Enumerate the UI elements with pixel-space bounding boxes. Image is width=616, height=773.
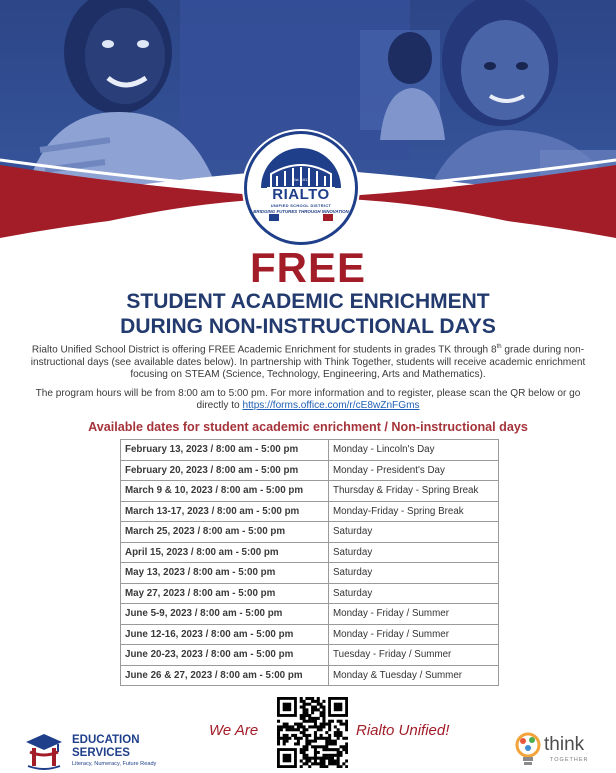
title-line-1: STUDENT ACADEMIC ENRICHMENT: [126, 290, 490, 313]
date-cell: [121, 604, 329, 625]
date-cell: [121, 460, 329, 481]
graduation-cap-icon: [22, 728, 66, 772]
table-row: [121, 624, 499, 645]
date-text: March 9 & 10, 2023: [125, 485, 213, 497]
date-text: June 12-16, 2023: [125, 628, 203, 640]
day-note-cell: Saturday: [329, 522, 499, 543]
qr-code-icon: [277, 697, 348, 768]
education-services-line1: EDUCATION: [72, 734, 140, 746]
day-note-cell: Monday - President's Day: [329, 460, 499, 481]
time-text: / 8:00 am - 5:00 pm: [188, 546, 279, 558]
we-are-text: We Are: [209, 722, 259, 739]
table-row: [121, 481, 499, 502]
intro-superscript: th: [496, 344, 502, 350]
logo-name: RIALTO: [272, 186, 330, 203]
table-row: [121, 501, 499, 522]
time-text: / 8:00 am - 5:00 pm: [212, 485, 304, 497]
table-row: [121, 604, 499, 625]
time-text: / 8:00 am - 5:00 pm: [207, 464, 299, 476]
date-text: May 27, 2023: [125, 587, 185, 599]
date-cell: [121, 624, 329, 645]
time-text: / 8:00 am - 5:00 pm: [192, 608, 283, 620]
date-text: March 13-17, 2023: [125, 505, 209, 517]
think-together-logo: [512, 731, 602, 771]
date-cell: [121, 645, 329, 666]
day-note-cell: Tuesday - Friday / Summer: [329, 645, 499, 666]
intro-paragraph: [16, 341, 600, 381]
rialto-unified-text: Rialto Unified!: [356, 722, 450, 739]
date-text: April 15, 2023: [125, 546, 189, 558]
dates-table: [120, 439, 499, 686]
logo-established-year: Est. 1911: [292, 177, 310, 182]
date-cell: [121, 563, 329, 584]
time-text: / 8:00 am - 5:00 pm: [194, 526, 286, 538]
registration-qr-code[interactable]: [277, 697, 348, 768]
time-text: / 8:00 am - 5:00 pm: [207, 444, 299, 456]
education-services-logo: [22, 728, 212, 772]
date-text: May 13, 2023: [125, 567, 185, 579]
education-services-tagline: Literacy, Numeracy, Future Ready: [72, 761, 157, 767]
day-note-cell: Monday & Tuesday / Summer: [329, 665, 499, 686]
table-row: [121, 460, 499, 481]
time-text: / 8:00 am - 5:00 pm: [202, 628, 294, 640]
table-row: [121, 563, 499, 584]
day-note-cell: Monday - Lincoln's Day: [329, 440, 499, 461]
hours-text: The program hours will be from 8:00 am to 5:00 pm. For more information and to register, please scan the QR below or go directly to: [35, 388, 581, 412]
date-text: March 25, 2023: [125, 526, 195, 538]
table-row: [121, 645, 499, 666]
date-cell: [121, 542, 329, 563]
title-line-2: DURING NON-INSTRUCTIONAL DAYS: [120, 315, 496, 338]
logo-tagline: BRIDGING FUTURES THROUGH INNOVATION: [253, 209, 349, 214]
date-text: February 20, 2023: [125, 464, 208, 476]
day-note-cell: Thursday & Friday - Spring Break: [329, 481, 499, 502]
date-cell: [121, 665, 329, 686]
table-row: [121, 522, 499, 543]
day-note-cell: Monday - Friday / Summer: [329, 604, 499, 625]
table-row: [121, 542, 499, 563]
time-text: / 8:00 am - 5:00 pm: [184, 567, 276, 579]
lightbulb-icon: [512, 731, 544, 771]
date-cell: [121, 481, 329, 502]
day-note-cell: Saturday: [329, 563, 499, 584]
date-cell: [121, 501, 329, 522]
table-row: [121, 665, 499, 686]
date-text: June 26 & 27, 2023: [125, 669, 213, 681]
date-cell: [121, 583, 329, 604]
date-cell: [121, 522, 329, 543]
together-wordmark: TOGETHER: [550, 757, 589, 763]
date-text: February 13, 2023: [125, 444, 208, 456]
time-text: / 8:00 am - 5:00 pm: [212, 669, 303, 681]
hours-paragraph: [24, 388, 592, 412]
intro-text-2: grade during non-instructional days (see available dates below). In partnership with Think Together, students will receive academic enrichment focusing on STEAM (Science, Technology, Engineering, Arts and Mathematics).: [30, 344, 586, 380]
day-note-cell: Monday - Friday / Summer: [329, 624, 499, 645]
rialto-district-logo: [244, 131, 358, 245]
logo-district: UNIFIED SCHOOL DISTRICT: [270, 203, 332, 208]
available-dates-heading: Available dates for student academic enrichment / Non-instructional days: [88, 420, 528, 434]
education-services-line2: SERVICES: [72, 747, 130, 759]
intro-text-1: Rialto Unified School District is offering FREE Academic Enrichment for students in grades TK through 8: [31, 344, 497, 356]
day-note-cell: Saturday: [329, 542, 499, 563]
registration-link[interactable]: https://forms.office.com/r/cE8wZnFGms: [242, 400, 420, 412]
date-text: June 5-9, 2023: [125, 608, 192, 620]
table-row: [121, 583, 499, 604]
date-cell: [121, 440, 329, 461]
time-text: / 8:00 am - 5:00 pm: [208, 505, 300, 517]
table-row: [121, 440, 499, 461]
headline-free: FREE: [249, 244, 366, 291]
date-text: June 20-23, 2023: [125, 649, 203, 661]
think-wordmark: think: [544, 734, 585, 755]
day-note-cell: Monday-Friday - Spring Break: [329, 501, 499, 522]
time-text: / 8:00 am - 5:00 pm: [184, 587, 276, 599]
time-text: / 8:00 am - 5:00 pm: [202, 649, 294, 661]
day-note-cell: Saturday: [329, 583, 499, 604]
